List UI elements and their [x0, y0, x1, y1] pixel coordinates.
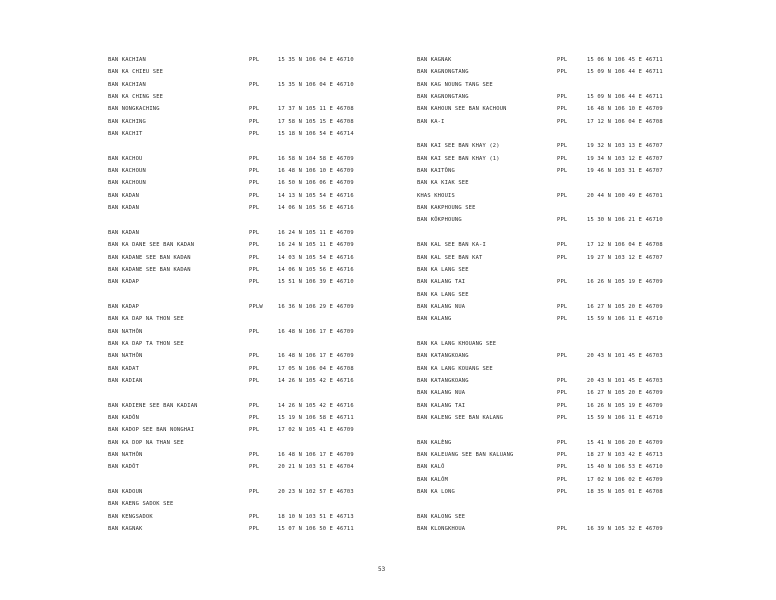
gazetteer-row: [417, 140, 685, 152]
feature-code: PPL: [249, 365, 260, 372]
place-name: BAN KA CHIEU SEE: [108, 69, 164, 76]
gazetteer-row: [108, 400, 388, 412]
gazetteer-row: [417, 523, 685, 535]
coordinates: 16 48 N 106 17 E 46709: [278, 353, 354, 360]
feature-code: PPL: [557, 106, 568, 113]
gazetteer-row: [108, 498, 388, 510]
place-name: BAN KACHIT: [108, 131, 143, 138]
gazetteer-row: [417, 239, 685, 251]
place-name: BAN KALÔM: [417, 476, 449, 483]
place-name: BAN KÔKPHOUNG: [417, 217, 462, 224]
coordinates: 14 26 N 105 42 E 46716: [278, 377, 354, 384]
feature-code: PPL: [249, 180, 260, 187]
coordinates: 15 07 N 106 50 E 46711: [278, 526, 354, 533]
place-name: BAN KAITÔNG: [417, 168, 455, 175]
coordinates: 16 58 N 104 58 E 46709: [278, 155, 354, 162]
gazetteer-row: [417, 474, 685, 486]
place-name: BAN KADAP: [108, 279, 140, 286]
gazetteer-row: [417, 350, 685, 362]
feature-code: PPL: [249, 464, 260, 471]
gazetteer-row: [108, 227, 388, 239]
gazetteer-row: [417, 177, 685, 189]
place-name: BAN KADIAN: [108, 377, 143, 384]
feature-code: PPL: [249, 513, 260, 520]
feature-code: PPL: [249, 402, 260, 409]
gazetteer-row: [417, 375, 685, 387]
place-name: BAN KA-I: [417, 118, 445, 125]
coordinates: 15 40 N 106 53 E 46710: [587, 464, 663, 471]
feature-code: PPL: [557, 254, 568, 261]
gazetteer-row: [417, 103, 685, 115]
coordinates: 20 43 N 101 45 E 46703: [587, 377, 663, 384]
gazetteer-row: [108, 313, 388, 325]
coordinates: 19 46 N 103 31 E 46707: [587, 168, 663, 175]
place-name: BAN KATANGKOANG: [417, 353, 469, 360]
feature-code: PPL: [249, 155, 260, 162]
gazetteer-row: [417, 227, 685, 239]
coordinates: 19 32 N 103 13 E 46707: [587, 143, 663, 150]
feature-code: PPL: [557, 57, 568, 63]
coordinates: 16 27 N 105 20 E 46709: [587, 390, 663, 397]
gazetteer-row: [417, 461, 685, 473]
place-name: BAN KA LONG: [417, 489, 455, 496]
feature-code: PPL: [249, 414, 260, 421]
place-name: BAN KALENG SEE BAN KALANG: [417, 414, 504, 421]
place-name: BAN KAGNONGTANG: [417, 94, 469, 101]
place-name: KHAS KHOUIS: [417, 192, 455, 199]
coordinates: 15 51 N 106 39 E 46710: [278, 279, 354, 286]
gazetteer-row: [108, 239, 388, 251]
coordinates: 16 48 N 106 10 E 46709: [278, 168, 354, 175]
gazetteer-row: [417, 202, 685, 214]
place-name: BAN KADOUN: [108, 489, 143, 496]
feature-code: PPL: [249, 229, 260, 236]
place-name: BAN KAENG SADOK SEE: [108, 501, 174, 508]
coordinates: 15 09 N 106 44 E 46711: [587, 94, 663, 101]
feature-code: PPL: [249, 106, 260, 113]
feature-code: PPL: [557, 316, 568, 323]
gazetteer-row: [108, 363, 388, 375]
place-name: BAN KA LANG SEE: [417, 266, 469, 273]
place-name: BAN KADANE SEE BAN KADAN: [108, 266, 191, 273]
coordinates: 15 41 N 106 20 E 46709: [587, 439, 663, 446]
place-name: BAN KAL SEE BAN KAT: [417, 254, 483, 261]
place-name: BAN KAI SEE BAN KHAY (2): [417, 143, 500, 150]
gazetteer-row: [417, 301, 685, 313]
coordinates: 20 21 N 103 51 E 46704: [278, 464, 354, 471]
right-column: [417, 54, 685, 535]
place-name: BAN KAKPHOUNG SEE: [417, 205, 476, 212]
gazetteer-row: [108, 461, 388, 473]
feature-code: PPL: [249, 242, 260, 249]
place-name: BAN KALANG TAI: [417, 402, 466, 409]
place-name: BAN KA LANG SEE: [417, 291, 469, 298]
coordinates: 17 05 N 106 04 E 46708: [278, 365, 354, 372]
coordinates: 14 06 N 105 56 E 46716: [278, 205, 354, 212]
feature-code: PPL: [557, 464, 568, 471]
feature-code: PPL: [249, 377, 260, 384]
gazetteer-row: [417, 449, 685, 461]
feature-code: PPL: [557, 377, 568, 384]
feature-code: PPL: [557, 303, 568, 310]
place-name: BAN KADANE SEE BAN KADAN: [108, 254, 191, 261]
coordinates: 16 48 N 106 17 E 46709: [278, 452, 354, 458]
gazetteer-row: [417, 214, 685, 226]
feature-code: PPL: [249, 452, 260, 458]
feature-code: PPL: [557, 192, 568, 199]
place-name: BAN KADAT: [108, 365, 140, 372]
gazetteer-row: [417, 66, 685, 78]
place-name: BAN KA DANE SEE BAN KADAN: [108, 242, 195, 249]
feature-code: PPL: [249, 266, 260, 273]
place-name: BAN KALANG NUA: [417, 390, 466, 397]
coordinates: 16 26 N 105 19 E 46709: [587, 279, 663, 286]
gazetteer-row: [108, 511, 388, 523]
gazetteer-row: [108, 177, 388, 189]
coordinates: 19 27 N 103 12 E 46707: [587, 254, 663, 261]
feature-code: PPL: [557, 94, 568, 101]
gazetteer-row: [417, 424, 685, 436]
coordinates: 18 35 N 105 01 E 46708: [587, 489, 663, 496]
coordinates: 16 36 N 106 29 E 46709: [278, 303, 354, 310]
place-name: BAN KADÔT: [108, 464, 140, 471]
place-name: BAN KA LANG KOUANG SEE: [417, 365, 493, 372]
place-name: BAN KAL SEE BAN KA-I: [417, 242, 486, 249]
feature-code: PPL: [249, 489, 260, 496]
place-name: BAN NONGKACHING: [108, 106, 160, 113]
place-name: BAN KADIENE SEE BAN KADIAN: [108, 402, 198, 409]
coordinates: 20 44 N 100 49 E 46701: [587, 192, 663, 199]
coordinates: 14 03 N 105 54 E 46716: [278, 254, 354, 261]
coordinates: 16 39 N 105 32 E 46709: [587, 526, 663, 533]
feature-code: PPL: [249, 168, 260, 175]
gazetteer-row: [417, 54, 685, 66]
gazetteer-row: [417, 128, 685, 140]
coordinates: 16 26 N 105 19 E 46709: [587, 402, 663, 409]
gazetteer-row: [417, 276, 685, 288]
place-name: BAN KALANG: [417, 316, 452, 323]
place-name: BAN KENGSADOK: [108, 513, 153, 520]
feature-code: PPL: [249, 526, 260, 533]
feature-code: PPL: [557, 414, 568, 421]
feature-code: PPL: [557, 353, 568, 360]
gazetteer-row: [417, 437, 685, 449]
place-name: BAN KAG NOUNG TANG SEE: [417, 81, 493, 88]
gazetteer-row: [108, 116, 388, 128]
coordinates: 16 48 N 106 17 E 46709: [278, 328, 354, 335]
feature-code: PPL: [249, 205, 260, 212]
gazetteer-row: [108, 486, 388, 498]
place-name: BAN KA CHING SEE: [108, 94, 164, 101]
coordinates: 16 48 N 106 10 E 46709: [587, 106, 663, 113]
coordinates: 14 13 N 105 54 E 46716: [278, 192, 354, 199]
coordinates: 15 19 N 106 58 E 46711: [278, 414, 354, 421]
gazetteer-row: [108, 214, 388, 226]
place-name: BAN KALÔ: [417, 464, 445, 471]
coordinates: 14 26 N 105 42 E 46716: [278, 402, 354, 409]
feature-code: PPL: [557, 402, 568, 409]
gazetteer-row: [417, 289, 685, 301]
place-name: BAN KADAP: [108, 303, 140, 310]
feature-code: PPL: [557, 452, 568, 458]
place-name: BAN NATHÔN: [108, 353, 143, 360]
gazetteer-row: [417, 511, 685, 523]
coordinates: 15 35 N 106 04 E 46710: [278, 57, 354, 63]
gazetteer-row: [417, 165, 685, 177]
place-name: BAN KAI SEE BAN KHAY (1): [417, 155, 500, 162]
gazetteer-row: [108, 474, 388, 486]
feature-code: PPL: [557, 155, 568, 162]
place-name: BAN KACHOUN: [108, 168, 146, 175]
coordinates: 17 02 N 106 02 E 46709: [587, 476, 663, 483]
place-name: BAN NATHÔN: [108, 452, 143, 458]
place-name: BAN KALÈNG: [417, 439, 452, 446]
gazetteer-row: [417, 363, 685, 375]
gazetteer-row: [108, 387, 388, 399]
gazetteer-row: [108, 103, 388, 115]
coordinates: 17 12 N 106 04 E 46708: [587, 118, 663, 125]
gazetteer-row: [108, 91, 388, 103]
gazetteer-row: [417, 326, 685, 338]
place-name: BAN KAGNONGTANG: [417, 69, 469, 76]
place-name: BAN KADAN: [108, 229, 140, 236]
coordinates: 15 09 N 106 44 E 46711: [587, 69, 663, 76]
feature-code: PPL: [249, 353, 260, 360]
coordinates: 17 58 N 105 15 E 46708: [278, 118, 354, 125]
place-name: BAN KALANG TAI: [417, 279, 466, 286]
gazetteer-row: [108, 276, 388, 288]
coordinates: 20 23 N 102 57 E 46703: [278, 489, 354, 496]
feature-code: PPL: [249, 427, 260, 434]
feature-code: PPL: [249, 81, 260, 88]
place-name: BAN KACHIAN: [108, 81, 146, 88]
feature-code: PPL: [557, 390, 568, 397]
coordinates: 18 10 N 103 51 E 46713: [278, 513, 354, 520]
feature-code: PPL: [249, 131, 260, 138]
gazetteer-row: [417, 79, 685, 91]
place-name: BAN KA DAP TA THON SEE: [108, 340, 184, 347]
coordinates: 15 06 N 106 45 E 46711: [587, 57, 663, 63]
place-name: BAN KA DAP NA THON SEE: [108, 316, 184, 323]
place-name: BAN KADAN: [108, 205, 140, 212]
gazetteer-row: [108, 140, 388, 152]
gazetteer-row: [108, 165, 388, 177]
feature-code: PPL: [557, 439, 568, 446]
feature-code: PPL: [557, 69, 568, 76]
gazetteer-row: [108, 412, 388, 424]
feature-code: PPLW: [249, 303, 263, 310]
coordinates: 19 34 N 103 12 E 46707: [587, 155, 663, 162]
coordinates: 16 24 N 105 11 E 46709: [278, 242, 354, 249]
feature-code: PPL: [249, 192, 260, 199]
gazetteer-row: [417, 91, 685, 103]
coordinates: 16 27 N 105 20 E 46709: [587, 303, 663, 310]
gazetteer-row: [108, 264, 388, 276]
page-number: 53: [378, 566, 386, 573]
coordinates: 17 12 N 106 04 E 46708: [587, 242, 663, 249]
gazetteer-row: [108, 424, 388, 436]
place-name: BAN KADÔN: [108, 414, 140, 421]
place-name: BAN KACHIAN: [108, 57, 146, 63]
place-name: BAN KATANGKOANG: [417, 377, 469, 384]
gazetteer-row: [417, 400, 685, 412]
gazetteer-row: [108, 79, 388, 91]
gazetteer-row: [417, 387, 685, 399]
gazetteer-row: [417, 116, 685, 128]
coordinates: 15 59 N 106 11 E 46710: [587, 316, 663, 323]
left-column: [108, 54, 388, 535]
feature-code: PPL: [557, 526, 568, 533]
gazetteer-row: [108, 289, 388, 301]
place-name: BAN KAGNAK: [417, 57, 452, 63]
gazetteer-row: [108, 252, 388, 264]
gazetteer-row: [417, 153, 685, 165]
feature-code: PPL: [249, 254, 260, 261]
gazetteer-row: [417, 412, 685, 424]
feature-code: PPL: [249, 57, 260, 63]
place-name: BAN KA LANG KHOUANG SEE: [417, 340, 497, 347]
gazetteer-row: [417, 498, 685, 510]
coordinates: 15 35 N 106 04 E 46710: [278, 81, 354, 88]
place-name: BAN KALONG SEE: [417, 513, 466, 520]
feature-code: PPL: [557, 489, 568, 496]
gazetteer-row: [108, 301, 388, 313]
gazetteer-row: [417, 264, 685, 276]
coordinates: 15 30 N 106 21 E 46710: [587, 217, 663, 224]
gazetteer-row: [108, 350, 388, 362]
place-name: BAN KAGNAK: [108, 526, 143, 533]
place-name: BAN KACHOUN: [108, 180, 146, 187]
gazetteer-row: [108, 54, 388, 66]
gazetteer-row: [108, 66, 388, 78]
gazetteer-row: [417, 338, 685, 350]
gazetteer-row: [108, 202, 388, 214]
gazetteer-row: [417, 486, 685, 498]
gazetteer-row: [108, 153, 388, 165]
coordinates: 18 27 N 103 42 E 46713: [587, 452, 663, 458]
gazetteer-row: [108, 523, 388, 535]
coordinates: 17 02 N 105 41 E 46709: [278, 427, 354, 434]
coordinates: 16 50 N 106 06 E 46709: [278, 180, 354, 187]
gazetteer-row: [417, 190, 685, 202]
gazetteer-row: [108, 449, 388, 461]
place-name: BAN KALEUANG SEE BAN KALUANG: [417, 452, 514, 458]
gazetteer-row: [108, 128, 388, 140]
feature-code: PPL: [249, 118, 260, 125]
coordinates: 15 18 N 106 54 E 46714: [278, 131, 354, 138]
feature-code: PPL: [557, 279, 568, 286]
gazetteer-row: [108, 437, 388, 449]
gazetteer-row: [108, 326, 388, 338]
place-name: BAN KALANG NUA: [417, 303, 466, 310]
gazetteer-row: [108, 190, 388, 202]
place-name: BAN KACHING: [108, 118, 146, 125]
place-name: BAN KAHOUN SEE BAN KACHOUN: [417, 106, 507, 113]
feature-code: PPL: [557, 476, 568, 483]
coordinates: 16 24 N 105 11 E 46709: [278, 229, 354, 236]
place-name: BAN KA DOP NA THAN SEE: [108, 439, 184, 446]
place-name: BAN KLONGKHOUA: [417, 526, 466, 533]
feature-code: PPL: [557, 118, 568, 125]
feature-code: PPL: [249, 328, 260, 335]
feature-code: PPL: [557, 143, 568, 150]
coordinates: 15 59 N 106 11 E 46710: [587, 414, 663, 421]
feature-code: PPL: [557, 168, 568, 175]
gazetteer-row: [108, 338, 388, 350]
coordinates: 20 43 N 101 45 E 46703: [587, 353, 663, 360]
gazetteer-row: [417, 313, 685, 325]
place-name: BAN KA KIAK SEE: [417, 180, 469, 187]
place-name: BAN NATHÔN: [108, 328, 143, 335]
place-name: BAN KADOP SEE BAN NONGHAI: [108, 427, 195, 434]
coordinates: 17 37 N 105 11 E 46708: [278, 106, 354, 113]
feature-code: PPL: [557, 242, 568, 249]
gazetteer-row: [417, 252, 685, 264]
feature-code: PPL: [557, 217, 568, 224]
feature-code: PPL: [249, 279, 260, 286]
gazetteer-row: [108, 375, 388, 387]
coordinates: 14 06 N 105 56 E 46716: [278, 266, 354, 273]
place-name: BAN KADAN: [108, 192, 140, 199]
place-name: BAN KACHOU: [108, 155, 143, 162]
